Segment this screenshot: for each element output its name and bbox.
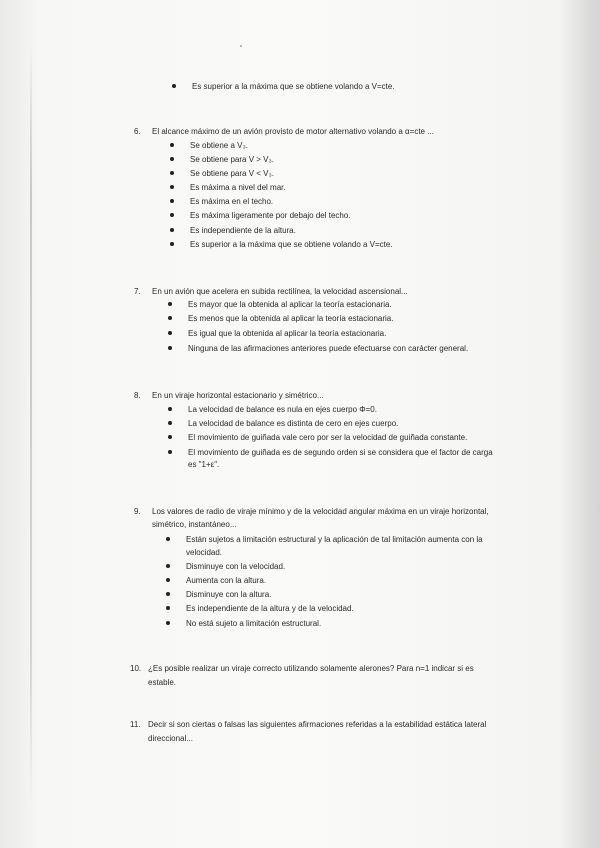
q9-option-6	[186, 618, 321, 629]
question-text: En un avión que acelera en subida rectilínea, la velocidad ascensional...	[152, 287, 408, 296]
bullet-dot	[166, 606, 170, 610]
bullet-dot	[170, 143, 174, 147]
question-number: 9.	[134, 507, 141, 516]
option-text: El movimiento de guiñada vale cero por ser la velocidad de guiñada constante.	[188, 433, 468, 442]
question-9	[134, 506, 489, 517]
question-text: En un viraje horizontal estacionario y simétrico...	[152, 391, 324, 400]
question-11	[130, 719, 487, 730]
q7-option-1	[188, 299, 392, 310]
q6-option-6	[190, 210, 351, 221]
question-text-line-1: Decir si son ciertas o falsas las siguientes afirmaciones referidas a la estabilidad estática lateral	[148, 720, 487, 729]
bullet-dot	[168, 346, 172, 350]
q7-option-4	[188, 343, 468, 354]
carryover-text: Es superior a la máxima que se obtiene volando a V=cte.	[192, 82, 395, 91]
bullet-dot	[170, 171, 174, 175]
bullet-dot	[166, 578, 170, 582]
option-text: Se obtiene para V < V₃.	[190, 169, 274, 178]
bullet-dot	[168, 302, 172, 306]
bullet-dot	[170, 199, 174, 203]
bullet-dot	[168, 450, 172, 454]
q9-option-1-continuation	[186, 547, 222, 558]
option-text: Es independiente de la altura.	[190, 226, 296, 235]
option-text: Se obtiene para V > V₃.	[190, 155, 274, 164]
option-text: Es máxima en el techo.	[190, 197, 274, 206]
question-number: 7.	[134, 287, 141, 296]
bullet-dot	[168, 435, 172, 439]
question-6	[134, 126, 434, 137]
option-text: Disminuye con la velocidad.	[186, 562, 286, 571]
option-text: Se obtiene a V₃.	[190, 141, 248, 150]
carryover-bullet	[192, 81, 395, 92]
option-text: es "1+ε".	[188, 460, 220, 469]
question-text-line-2: estable.	[148, 678, 177, 687]
option-text: La velocidad de balance es nula en ejes cuerpo Φ=0.	[188, 405, 377, 414]
bullet-dot	[166, 537, 170, 541]
option-text: Es máxima ligeramente por debajo del techo.	[190, 211, 351, 220]
q8-option-3	[188, 432, 467, 443]
option-text: Es igual que la obtenida al aplicar la teoría estacionaria.	[188, 329, 387, 338]
q8-option-1	[188, 404, 377, 415]
q6-option-8	[190, 239, 393, 250]
question-number: 6.	[134, 127, 141, 136]
q9-option-3	[186, 575, 266, 586]
q9-option-4	[186, 589, 271, 600]
bullet-dot	[166, 564, 170, 568]
q6-option-2	[190, 154, 274, 165]
question-10	[130, 663, 474, 674]
question-text-line-1: Los valores de radio de viraje mínimo y de la velocidad angular máxima en un viraje horizontal,	[152, 507, 489, 516]
question-text-line-1: ¿Es posible realizar un viraje correcto utilizando solamente alerones? Para n=1 indicar si es	[148, 664, 474, 673]
option-text: La velocidad de balance es distinta de cero en ejes cuerpo.	[188, 419, 399, 428]
q8-option-2	[188, 418, 398, 429]
scan-left-shadow	[30, 40, 32, 810]
q8-option-4	[188, 447, 493, 458]
bullet-dot	[170, 242, 174, 246]
q7-option-2	[188, 313, 393, 324]
bullet-dot	[168, 407, 172, 411]
bullet-dot	[170, 228, 174, 232]
scan-speck	[240, 45, 242, 47]
q7-option-3	[188, 328, 386, 339]
option-text: Ninguna de las afirmaciones anteriores puede efectuarse con carácter general.	[188, 344, 469, 353]
option-text: Aumenta con la altura.	[186, 576, 267, 585]
question-7	[134, 286, 408, 297]
q9-option-2	[186, 561, 285, 572]
bullet-dot	[170, 157, 174, 161]
q9-option-5	[186, 603, 354, 614]
option-text: Disminuye con la altura.	[186, 590, 272, 599]
option-text: Es mayor que la obtenida al aplicar la teoría estacionaria.	[188, 300, 392, 309]
q6-option-3	[190, 168, 274, 179]
question-10-line-2	[148, 677, 176, 688]
bullet-dot	[170, 213, 174, 217]
bullet-dot	[170, 185, 174, 189]
bullet-dot	[166, 592, 170, 596]
q6-option-7	[190, 225, 296, 236]
option-text: Es superior a la máxima que se obtiene volando a V=cte.	[190, 240, 393, 249]
question-number: 11.	[130, 720, 141, 729]
option-text: Es máxima a nivel del mar.	[190, 183, 286, 192]
bullet-dot	[168, 316, 172, 320]
bullet-dot	[166, 621, 170, 625]
option-text: Están sujetos a limitación estructural y la aplicación de tal limitación aumenta con la	[186, 535, 483, 544]
question-8	[134, 390, 324, 401]
q6-option-5	[190, 196, 273, 207]
question-number: 8.	[134, 391, 141, 400]
bullet-dot	[168, 331, 172, 335]
question-text-line-2: simétrico, instantáneo...	[152, 520, 237, 529]
bullet-dot	[168, 421, 172, 425]
q6-option-1	[190, 140, 248, 151]
option-text: Es independiente de la altura y de la velocidad.	[186, 604, 354, 613]
q6-option-4	[190, 182, 286, 193]
option-text: Es menos que la obtenida al aplicar la teoría estacionaria.	[188, 314, 394, 323]
q9-option-1	[186, 534, 483, 545]
question-number: 10.	[130, 664, 142, 673]
question-text: El alcance máximo de un avión provisto de motor alternativo volando a α=cte ...	[152, 127, 434, 136]
question-text-line-2: direccional...	[148, 734, 193, 743]
question-9-line-2	[152, 519, 236, 530]
option-text: El movimiento de guiñada es de segundo orden si se considera que el factor de carga	[188, 448, 493, 457]
q8-option-4-continuation	[188, 459, 219, 470]
question-11-line-2	[148, 733, 193, 744]
bullet-dot	[172, 84, 176, 88]
option-text: velocidad.	[186, 548, 223, 557]
option-text: No está sujeto a limitación estructural.	[186, 619, 322, 628]
scan-right-shadow	[560, 0, 600, 848]
